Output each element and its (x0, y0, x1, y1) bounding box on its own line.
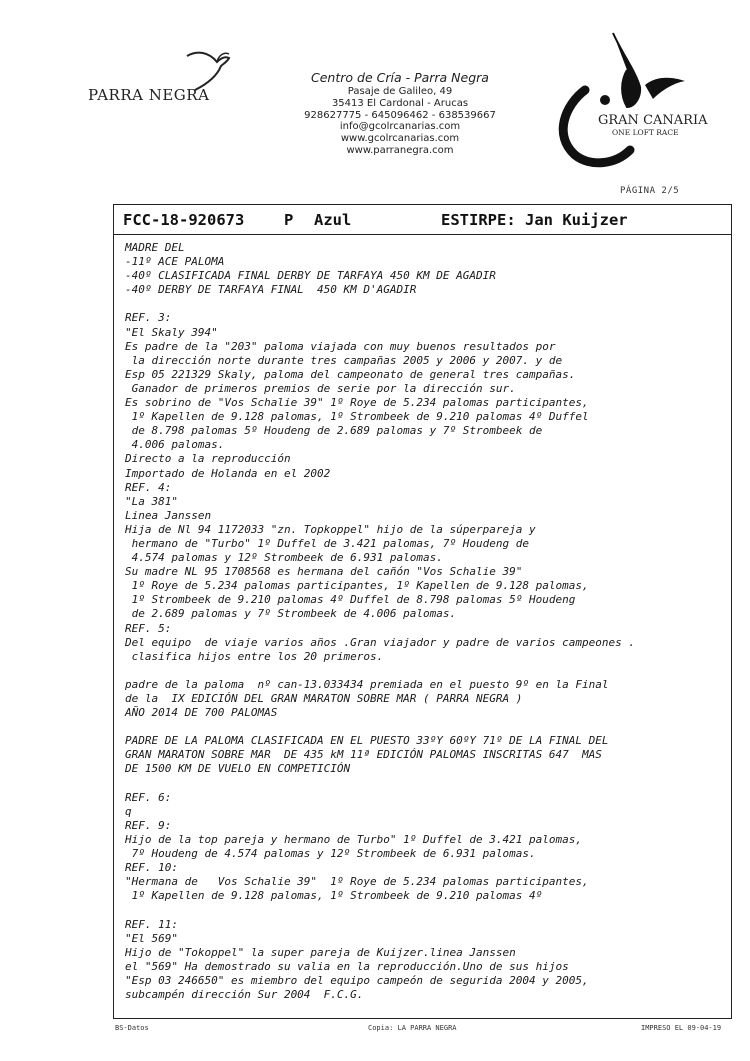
text-line: de 8.798 palomas 5º Houdeng de 2.689 palomas y 7º Strombeek de (125, 424, 543, 438)
text-line: Hijo de la top pareja y hermano de Turbo" 1º Duffel de 3.421 palomas, (125, 832, 582, 846)
website-line: www.gcolrcanarias.com (340, 133, 460, 145)
footer-printed: IMPRESO EL 09-04-19 (641, 1024, 722, 1032)
city-line: 35413 El Cardonal - Arucas (331, 97, 469, 109)
text-line: 7º Houdeng de 4.574 palomas y 12º Strombeek de 6.931 palomas. (125, 847, 536, 861)
text-line: REF. 4: (125, 480, 172, 494)
parra-negra-logo-text: PARRA NEGRA (88, 86, 210, 104)
text-line: -11º ACE PALOMA (125, 255, 225, 269)
address-line: Pasaje de Galileo, 49 (347, 86, 453, 97)
ring-number: FCC-18-920673 (123, 211, 245, 229)
text-line: Del equipo de viaje varios años .Gran viajador y padre de varios campeones . (125, 635, 635, 649)
text-line: -40º CLASIFICADA FINAL DERBY DE TARFAYA 450 KM DE AGADIR (125, 269, 496, 283)
text-line: 1º Strombeek de 9.210 palomas 4º Duffel de 8.798 palomas 5º Houdeng (125, 593, 576, 607)
text-line: "Esp 03 246650" es miembro del equipo campeón de segurida 2004 y 2005, (125, 973, 589, 987)
text-line: 4.006 palomas. (125, 438, 225, 452)
text-line: REF. 6: (125, 790, 172, 804)
text-line: el "569" Ha demostrado su valia en la reproducción.Uno de sus hijos (125, 959, 569, 973)
color-label: Azul (314, 211, 352, 229)
text-line: "La 381" (125, 494, 178, 508)
text-line (125, 720, 725, 734)
text-line: Linea Janssen (125, 508, 212, 522)
parra-negra-logo (88, 48, 238, 118)
text-line: REF. 3: (125, 311, 172, 325)
text-line: Esp 05 221329 Skaly, paloma del campeonato de general tres campañas. (125, 367, 576, 381)
text-line: la dirección norte durante tres campañas 2005 y 2006 y 2007. y de (125, 353, 563, 367)
text-line: Hija de Nl 94 1172033 "zn. Topkoppel" hijo de la súperpareja y (125, 522, 536, 536)
text-line: REF. 5: (125, 621, 172, 635)
gran-canaria-emblem-icon (545, 25, 715, 175)
text-line: -40º DERBY DE TARFAYA FINAL 450 KM D'AGADIR (125, 283, 417, 297)
text-line: de 2.689 palomas y 7º Strombeek de 4.006 palomas. (125, 607, 457, 621)
text-line: PADRE DE LA PALOMA CLASIFICADA EN EL PUESTO 33ºY 60ºY 71º DE LA FINAL DEL (125, 734, 609, 748)
footer (0, 1024, 750, 1036)
text-line: Es sobrino de "Vos Schalie 39" 1º Roye de 5.234 palomas participantes, (125, 396, 589, 410)
text-line: "El Skaly 394" (125, 325, 218, 339)
text-line (125, 777, 725, 791)
text-line: subcampén dirección Sur 2004 F.C.G. (125, 987, 364, 1001)
text-line: 1º Kapellen de 9.128 palomas, 1º Strombeek de 9.210 palomas 4º (125, 889, 543, 903)
text-line: Hijo de "Tokoppel" la super pareja de Kuijzer.linea Janssen (125, 945, 516, 959)
letterhead (0, 0, 750, 180)
text-line: REF. 9: (125, 818, 172, 832)
text-line (125, 903, 725, 917)
contact-block (290, 70, 510, 157)
text-line: "El 569" (125, 931, 178, 945)
text-line: Ganador de primeros premios de serie por la dirección sur. (125, 381, 516, 395)
text-line: DE 1500 KM DE VUELO EN COMPETICIÓN (125, 762, 351, 776)
pedigree-notes (125, 241, 725, 1002)
text-line: "Hermana de Vos Schalie 39" 1º Roye de 5.234 palomas participantes, (125, 875, 589, 889)
text-line: Importado de Holanda en el 2002 (125, 466, 331, 480)
footer-source: BS-Datos (115, 1024, 149, 1032)
text-line (125, 297, 725, 311)
gran-canaria-logo (545, 25, 715, 175)
strain-label: ESTIRPE: Jan Kuijzer (441, 211, 628, 229)
gran-canaria-text: GRAN CANARIA (598, 113, 708, 128)
text-line: REF. 11: (125, 917, 178, 931)
text-line: clasifica hijos entre los 20 primeros. (125, 649, 384, 663)
text-line: Es padre de la "203" paloma viajada con muy buenos resultados por (125, 339, 556, 353)
text-line: q (125, 804, 132, 818)
text-line: Directo a la reproducción (125, 452, 291, 466)
text-line: MADRE DEL (125, 241, 185, 254)
text-line: 1º Kapellen de 9.128 palomas, 1º Strombeek de 9.210 palomas 4º Duffel (125, 410, 589, 424)
center-title: Centro de Cría - Parra Negra (311, 70, 489, 85)
text-line: 1º Roye de 5.234 palomas participantes, 1º Kapellen de 9.128 palomas, (125, 579, 589, 593)
text-line: 4.574 palomas y 12º Strombeek de 6.931 palomas. (125, 551, 443, 565)
sex-code: P (284, 211, 294, 229)
text-line: hermano de "Turbo" 1º Duffel de 3.421 palomas, 7º Houdeng de (125, 536, 529, 550)
page-number: PÁGINA 2/5 (620, 186, 680, 196)
text-line: GRAN MARATON SOBRE MAR DE 435 kM 11ª EDICIÓN PALOMAS INSCRITAS 647 MAS (125, 748, 602, 762)
record-header (114, 205, 731, 235)
text-line: Su madre NL 95 1708568 es hermana del cañón "Vos Schalie 39" (125, 565, 523, 579)
text-line (125, 664, 725, 678)
one-loft-race-text: ONE LOFT RACE (612, 128, 679, 137)
text-line: padre de la paloma nº can-13.033434 premiada en el puesto 9º en la Final (125, 677, 609, 691)
text-line: de la IX EDICIÓN DEL GRAN MARATON SOBRE MAR ( PARRA NEGRA ) (125, 692, 523, 705)
email-line: info@gcolrcanarias.com (339, 121, 461, 133)
footer-copy: Copia: LA PARRA NEGRA (368, 1024, 457, 1032)
website-line-2: www.parranegra.com (346, 144, 454, 156)
pedigree-frame (113, 204, 732, 1019)
phone-line: 928627775 - 645096462 - 638539667 (304, 109, 496, 121)
text-line: AÑO 2014 DE 700 PALOMAS (125, 706, 278, 720)
text-line: REF. 10: (125, 861, 178, 875)
